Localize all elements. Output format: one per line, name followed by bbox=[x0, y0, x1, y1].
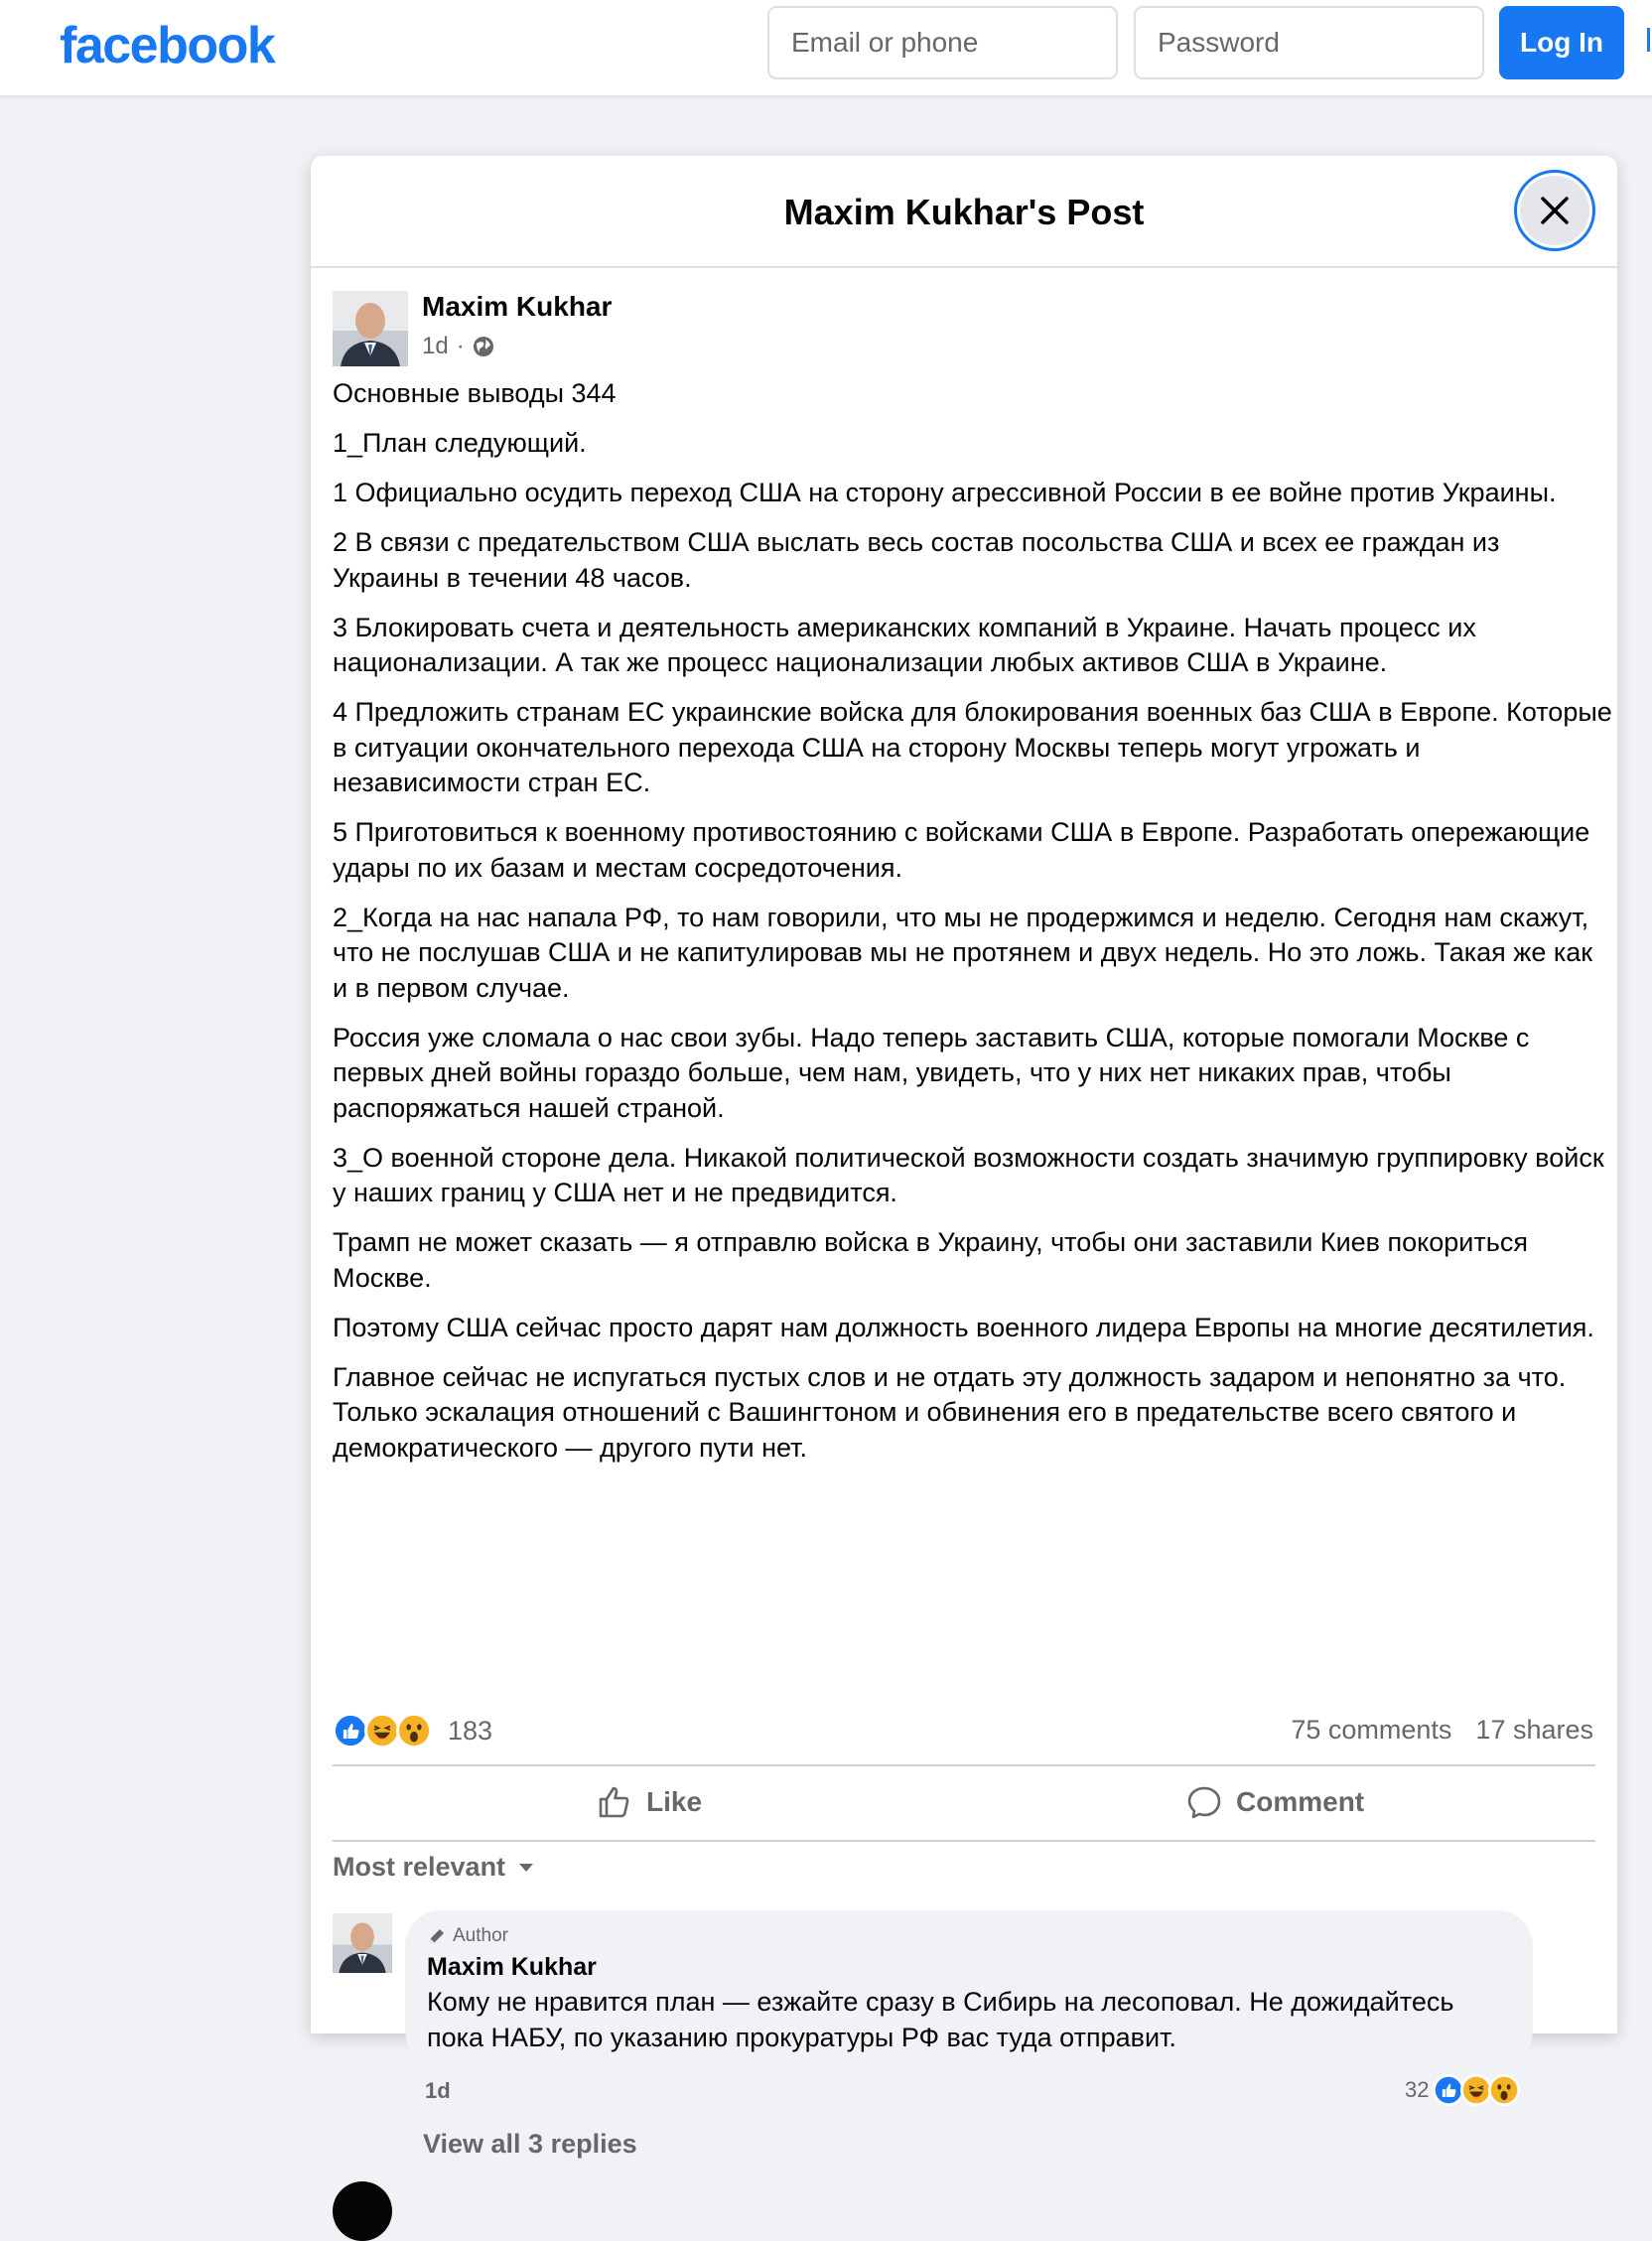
meta-separator: · bbox=[456, 333, 465, 359]
caret-down-icon bbox=[517, 1862, 535, 1874]
post-meta bbox=[422, 333, 494, 360]
comment-reaction-summary[interactable] bbox=[1405, 2074, 1516, 2106]
author-badge bbox=[427, 1925, 508, 1947]
comment-author-name[interactable]: Maxim Kukhar bbox=[427, 1953, 597, 1981]
globe-icon bbox=[473, 336, 494, 357]
divider bbox=[333, 1840, 1595, 1842]
comment-sort-label: Most relevant bbox=[333, 1852, 506, 1882]
post-paragraph: 1_План следующий. bbox=[333, 428, 587, 458]
author-badge-label: Author bbox=[453, 1925, 508, 1946]
post-paragraph: 3_О военной стороне дела. Никакой политической возможности создать значимую группировку войск у наших границ у США нет и не предвидится. bbox=[333, 1142, 1604, 1207]
cut-off-link[interactable] bbox=[1647, 28, 1650, 52]
post-paragraph: Главное сейчас не испугаться пустых слов и не отдать эту должность задаром и непонятно за что. Только эскалация отношений с Вашингтоном и обвинения его в предательстве всего святого и демократического — другого пути нет. bbox=[333, 1361, 1567, 1463]
password-input[interactable] bbox=[1134, 6, 1484, 79]
comment-reaction-count: 32 bbox=[1405, 2077, 1430, 2102]
dialog-header bbox=[311, 156, 1617, 268]
haha-icon bbox=[364, 1713, 400, 1749]
close-icon bbox=[1539, 195, 1571, 226]
like-button[interactable] bbox=[597, 1766, 702, 1838]
comment-button[interactable] bbox=[1186, 1766, 1364, 1838]
login-button[interactable]: Log In bbox=[1499, 6, 1624, 79]
like-icon bbox=[333, 1713, 368, 1749]
close-button[interactable] bbox=[1514, 170, 1595, 251]
post-paragraph: 2 В связи с предательством США выслать весь состав посольства США и всех ее граждан из Украины в течении 48 часов. bbox=[333, 527, 1500, 593]
comment-text: Кому не нравится план — езжайте сразу в Сибирь на лесоповал. Не дожидайтесь пока НАБУ, по указанию прокуратуры РФ вас туда отправит. bbox=[427, 1987, 1454, 2052]
comment-label: Comment bbox=[1236, 1786, 1365, 1817]
wow-icon bbox=[1488, 2074, 1520, 2106]
post-paragraph: Трамп не может сказать — я отправлю войска в Украину, чтобы они заставили Киев покориться Москве. bbox=[333, 1227, 1528, 1293]
post-timestamp[interactable]: 1d bbox=[422, 333, 449, 359]
wow-icon bbox=[396, 1713, 432, 1749]
view-replies-link[interactable]: View all 3 replies bbox=[423, 2129, 637, 2159]
post-paragraph: 3 Блокировать счета и деятельность американских компаний в Украине. Начать процесс их национализации. А так же процесс национализации любых активов США в Украине. bbox=[333, 612, 1476, 677]
post-author-name[interactable]: Maxim Kukhar bbox=[422, 291, 613, 322]
shares-count[interactable]: 17 shares bbox=[1475, 1715, 1593, 1745]
reaction-summary[interactable] bbox=[333, 1713, 492, 1749]
like-label: Like bbox=[646, 1786, 703, 1817]
thumbs-up-icon bbox=[597, 1784, 632, 1820]
dialog-title: Maxim Kukhar's Post bbox=[783, 192, 1145, 232]
post-stats bbox=[1291, 1715, 1593, 1746]
avatar-image bbox=[333, 1913, 392, 1973]
top-navigation-bar bbox=[0, 0, 1652, 95]
comment-sort-dropdown[interactable] bbox=[333, 1852, 535, 1883]
next-comment-avatar[interactable] bbox=[333, 2181, 392, 2241]
comments-count[interactable]: 75 comments bbox=[1291, 1715, 1452, 1745]
author-avatar[interactable] bbox=[333, 291, 408, 366]
comment-icon bbox=[1186, 1784, 1222, 1820]
reaction-count[interactable]: 183 bbox=[448, 1715, 493, 1746]
post-paragraph: 1 Официально осудить переход США на сторону агрессивной России в ее войне против Украины. bbox=[333, 478, 1557, 507]
post-paragraph: 4 Предложить странам ЕС украинские войска для блокирования военных баз США в Европе. Которые в ситуации окончательного перехода США на сторону Москвы теперь могут угрожать и независимости стран ЕС. bbox=[333, 697, 1612, 797]
post-paragraph: Поэтому США сейчас просто дарят нам должность военного лидера Европы на многие десятилетия. bbox=[333, 1312, 1594, 1342]
post-paragraph: Россия уже сломала о нас свои зубы. Надо теперь заставить США, которые помогали Москве с первых дней войны гораздо больше, чем нам, увидеть, что у них нет никаких прав, чтобы распоряжаться нашей страной. bbox=[333, 1022, 1530, 1123]
comment-timestamp[interactable]: 1d bbox=[425, 2078, 451, 2103]
post-paragraph: 5 Приготовиться к военному противостоянию с войсками США в Европе. Разработать опережающие удары по их базам и местам сосредоточения. bbox=[333, 817, 1590, 883]
email-input[interactable] bbox=[767, 6, 1118, 79]
divider bbox=[333, 1764, 1595, 1766]
post-dialog bbox=[311, 156, 1617, 2159]
post-paragraph: 2_Когда на нас напала РФ, то нам говорили, что мы не продержимся и неделю. Сегодня нам скажут, что не послушав США и не капитулировав мы не протянем и двух недель. Но это ложь. Такая же как и в первом случае. bbox=[333, 902, 1593, 1003]
facebook-logo[interactable]: facebook bbox=[60, 17, 275, 74]
comment-bubble bbox=[405, 1910, 1533, 2066]
post-paragraph: Основные выводы 344 bbox=[333, 378, 617, 408]
commenter-avatar[interactable] bbox=[333, 1913, 392, 1973]
pencil-icon bbox=[427, 1926, 447, 1946]
avatar-image bbox=[333, 291, 408, 366]
post-text bbox=[333, 376, 1613, 1480]
